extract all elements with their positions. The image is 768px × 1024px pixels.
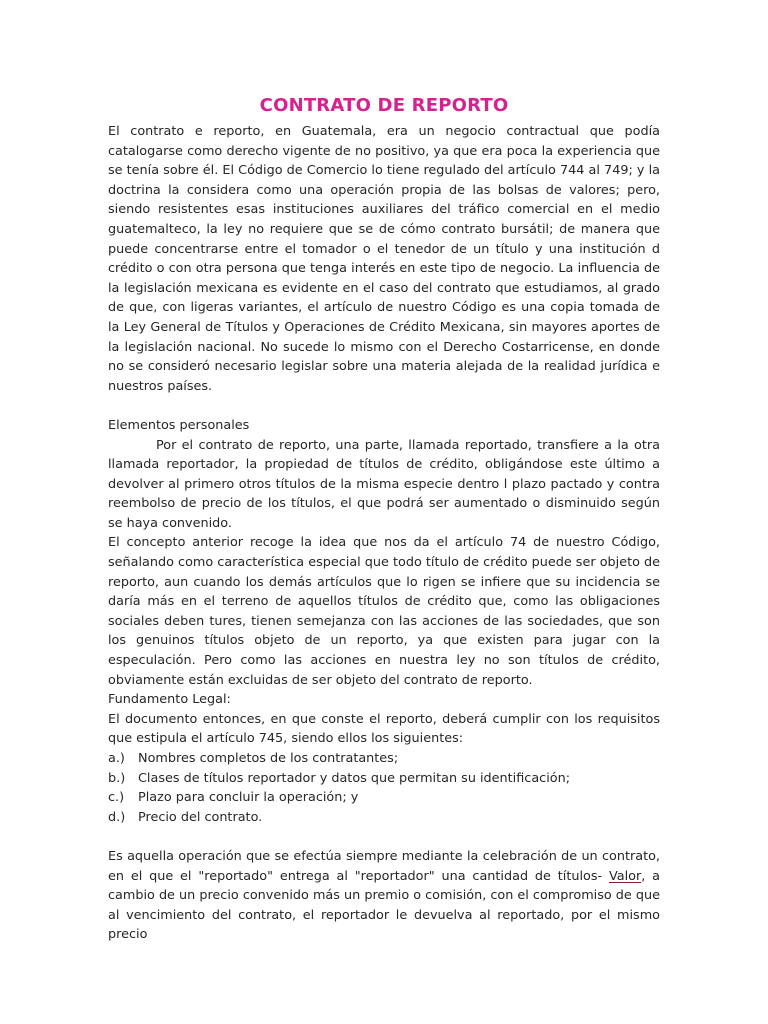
operacion-paragraph <box>108 847 660 945</box>
document-title: CONTRATO DE REPORTO <box>259 95 509 116</box>
list-marker: b.) <box>108 770 126 786</box>
elementos-heading: Elementos personales <box>108 417 250 433</box>
list-marker: a.) <box>108 751 125 766</box>
paragraph-spacer <box>108 396 660 416</box>
intro-paragraph: El contrato e reporto, en Guatemala, era un negocio contractual que podía catalogarse como derecho vigente de no positivo, ya que era poca la experiencia que se tenía sobre él. El Código de Comercio lo tiene regulado del artículo 744 al 749; y la doctrina la considera como una operación propia de las bolsas de valores; pero, siendo resistentes esas instituciones auxiliares del tráfico comercial en el medio guatemalteco, la ley no requiere que se de cómo contrato bursátil; de manera que puede concentrarse entre el tomador o el tenedor de un título y una institución d crédito o con otra persona que tenga interés en este tipo de negocio. La influencia de la legislación mexicana es evidente en el caso del contrato que estudiamos, al grado de que, con ligeras variantes, el artículo de nuestro Código es una copia tomada de la Ley General de Títulos y Operaciones de Crédito Mexicana, sin mayores aportes de la legislación nacional. No sucede lo mismo con el Derecho Costarricense, en donde no se consideró necesario legislar sobre una materia alejada de la realidad jurídica e nuestros países. <box>108 124 660 394</box>
list-item <box>108 808 660 828</box>
fundamento-paragraph: El documento entonces, en que conste el reporto, deberá cumplir con los requisitos que estipula el artículo 745, siendo ellos los siguientes: <box>108 711 660 747</box>
document-body <box>108 122 660 945</box>
list-item-text: Clases de títulos reportador y datos que permitan su identificación; <box>138 770 571 786</box>
paragraph-spacer <box>108 827 660 847</box>
list-item-text: Precio del contrato. <box>138 809 263 825</box>
valor-link[interactable]: Valor <box>608 868 642 884</box>
list-item <box>108 788 660 808</box>
list-marker: c.) <box>108 790 125 806</box>
list-item <box>108 769 660 789</box>
concepto-paragraph: El concepto anterior recoge la idea que nos da el artículo 74 de nuestro Código, señalando como característica especial que todo título de crédito puede ser objeto de reporto, aun cuando los demás artículos que lo rigen se infiere que su incidencia se daría más en el terreno de aquellos títulos de crédito que, como las obligaciones sociales deben tures, tienen semejanza con las acciones de las sociedades, que son los genuinos títulos objeto de un reporto, ya que existen para jugar con la especulación. Pero como las acciones en nuestra ley no son títulos de crédito, obviamente están excluidas de ser objeto del contrato de reporto. <box>108 535 660 688</box>
fundamento-heading: Fundamento Legal: <box>108 692 231 708</box>
elementos-paragraph: Por el contrato de reporto, una parte, llamada reportado, transfiere a la otra llamada reportador, la propiedad de títulos de crédito, obligándose este último a devolver al primero otros títulos de la misma especie dentro l plazo pactado y contra reembolso de precio de los títulos, el que podrá ser aumentado o disminuido según se haya convenido. <box>108 437 660 531</box>
operacion-text-start: Es aquella operación que se efectúa siempre mediante la celebración de un contrato, en el que el "reportado" entrega al "reportador" una cantidad de títulos- <box>108 848 660 884</box>
operacion-text-end: , a cambio de un precio convenido más un premio o comisión, con el compromiso de que al vencimiento del contrato, el reportador le devuelva al reportado, por el mismo precio <box>108 868 660 943</box>
list-marker: d.) <box>108 809 126 825</box>
list-item-text: Plazo para concluir la operación; y <box>138 790 359 806</box>
requisitos-list <box>108 749 660 827</box>
list-item <box>108 749 660 769</box>
list-item-text: Nombres completos de los contratantes; <box>138 751 399 766</box>
